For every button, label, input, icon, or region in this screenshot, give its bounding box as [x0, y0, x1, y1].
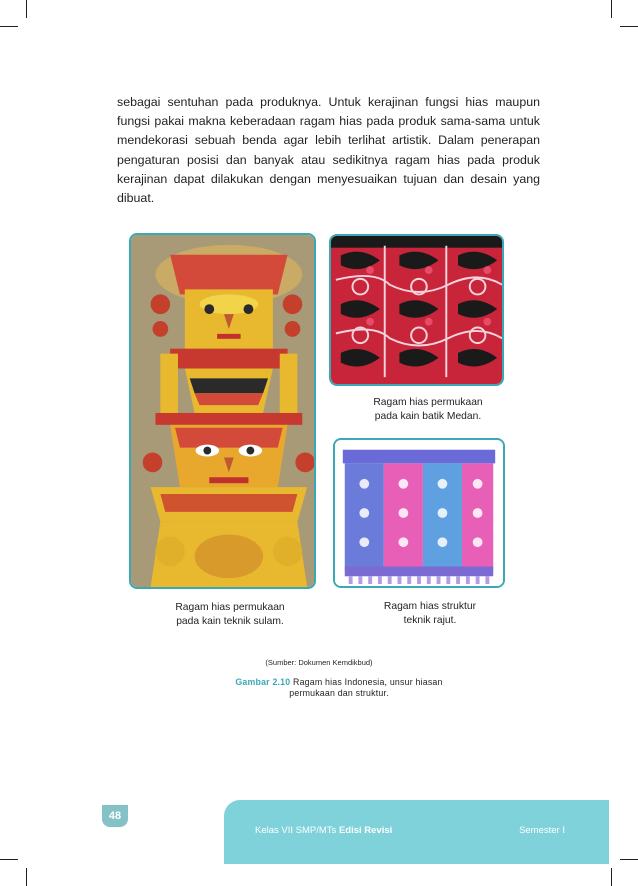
rajut-caption-line2: teknik rajut. [403, 615, 457, 626]
crop-mark [26, 868, 27, 886]
crop-mark [0, 26, 18, 27]
sulam-caption-line2: pada kain teknik sulam. [176, 616, 284, 627]
edition-label: Edisi Revisi [338, 825, 393, 836]
sulam-embroidery-photo [129, 233, 316, 589]
body-text [117, 93, 540, 208]
batik-caption-line2: pada kain batik Medan. [374, 411, 482, 422]
body-paragraph: sebagai sentuhan pada produknya. Untuk kerajinan fungsi hias maupun fungsi pakai makna keberadaan ragam hias pada produk sama-sama untuk mendekorasi sebuah benda agar lebih terlihat artistik. Dalam penerapan pengaturan posisi dan banyak atau sedikitnya ragam hias pada produk kerajinan dapat dilakukan dengan menyesuaikan tujuan dan desain yang dibuat. [117, 95, 540, 206]
rajut-caption-line1: Ragam hias struktur [383, 601, 477, 612]
figure-source: (Sumber: Dokumen Kemdikbud) [265, 658, 373, 667]
crop-mark [0, 859, 18, 860]
page-number: 48 [102, 805, 128, 827]
rajut-knit-photo [333, 438, 505, 588]
footer-bar [224, 800, 609, 864]
footer-book-title [255, 825, 392, 836]
sulam-caption-line1: Ragam hias permukaan [175, 602, 285, 613]
batik-medan-photo [329, 234, 504, 386]
batik-caption [355, 396, 501, 424]
book-title: Kelas VII SMP/MTs [255, 825, 339, 836]
sulam-caption [155, 601, 305, 629]
crop-mark [620, 26, 638, 27]
crop-mark [611, 0, 612, 18]
figure-caption [228, 677, 450, 699]
crop-mark [26, 0, 27, 18]
figure-label: Gambar 2.10 [235, 677, 291, 687]
figure-caption-text: Ragam hias Indonesia, unsur hiasan permukaan dan struktur. [289, 677, 443, 698]
batik-caption-line1: Ragam hias permukaan [373, 397, 483, 408]
rajut-caption [355, 600, 505, 628]
crop-mark [620, 859, 638, 860]
crop-mark [611, 868, 612, 886]
footer-semester: Semester I [519, 825, 565, 836]
